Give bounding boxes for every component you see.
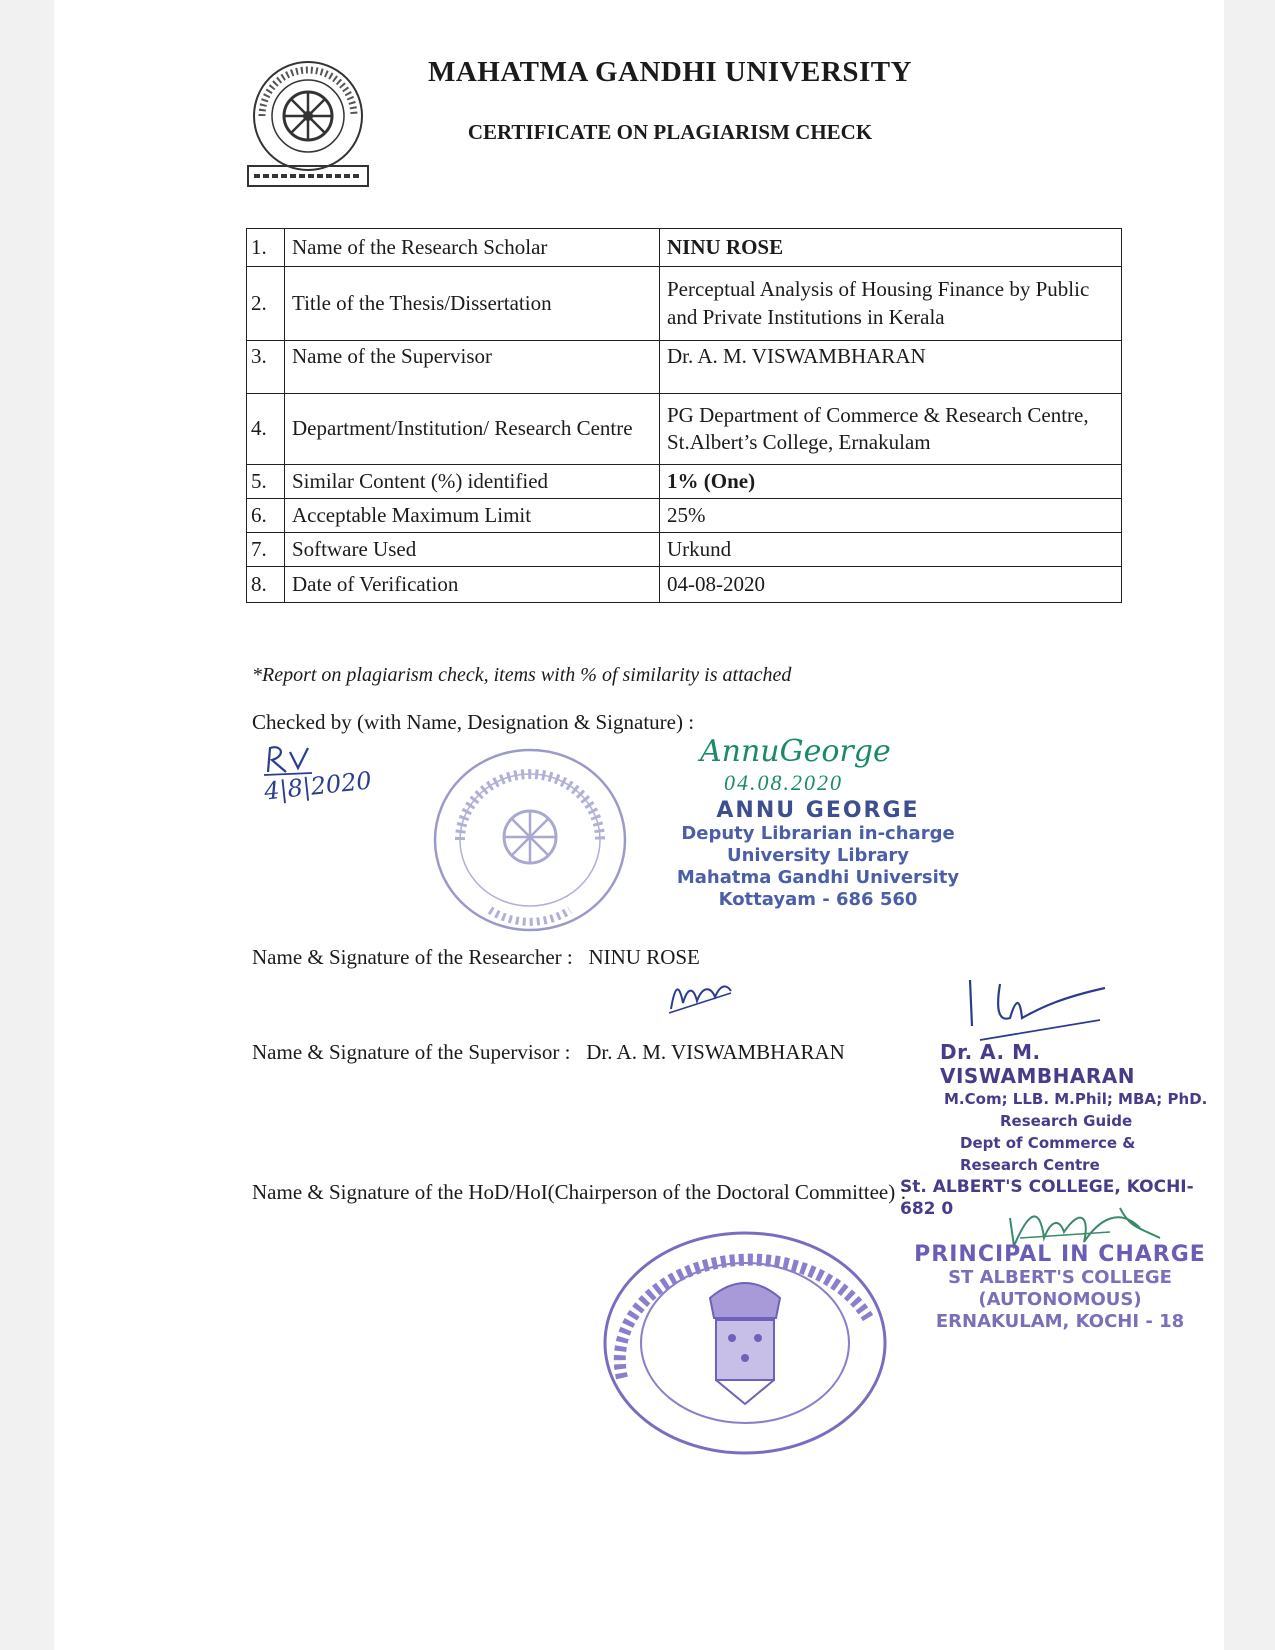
date-value: 04-08-2020 — [660, 567, 1122, 603]
librarian-stamp: ANNU GEORGE Deputy Librarian in-charge University Library Mahatma Gandhi University Kottayam - 686 560 — [668, 798, 968, 911]
hod-line: Name & Signature of the HoD/HoI(Chairperson of the Doctoral Committee) : — [252, 1180, 907, 1204]
certificate-title: CERTIFICATE ON PLAGIARISM CHECK — [467, 120, 873, 144]
librarian-name: ANNU GEORGE — [716, 798, 920, 823]
university-logo-icon — [244, 58, 372, 194]
limit-value: 25% — [660, 499, 1122, 533]
software-value: Urkund — [660, 533, 1122, 567]
scholar-name: NINU ROSE — [660, 229, 1122, 267]
report-note: *Report on plagiarism check, items with % of similarity is attached — [252, 664, 792, 686]
researcher-signature-icon — [665, 975, 735, 1015]
principal-stamp: PRINCIPAL IN CHARGE ST ALBERT'S COLLEGE (AUTONOMOUS) ERNAKULAM, KOCHI - 18 — [910, 1242, 1210, 1333]
plagiarism-details-table — [246, 228, 1122, 603]
principal-title: PRINCIPAL IN CHARGE — [914, 1242, 1206, 1267]
university-name: MAHATMA GANDHI UNIVERSITY — [427, 56, 913, 88]
table-row: 1. Name of the Research Scholar NINU ROSE — [247, 229, 1122, 267]
librarian-sign-date: 04.08.2020 — [724, 770, 843, 795]
table-row: 4. Department/Institution/ Research Centre PG Department of Commerce & Research Centre, St.Albert’s College, Ernakulam — [247, 394, 1122, 465]
researcher-line: Name & Signature of the Researcher : NINU ROSE — [252, 945, 700, 969]
researcher-name: NINU ROSE — [588, 945, 700, 969]
university-library-seal-icon — [430, 745, 630, 935]
table-row: 8. Date of Verification 04-08-2020 — [247, 567, 1122, 603]
department-value: PG Department of Commerce & Research Centre, St.Albert’s College, Ernakulam — [660, 394, 1122, 465]
college-seal-icon — [600, 1228, 890, 1458]
supervisor-stamp: Dr. A. M. VISWAMBHARAN M.Com; LLB. M.Phil; MBA; PhD. Research Guide Dept of Commerce & Research Centre St. ALBERT'S COLLEGE, KOCHI-682 0 — [900, 1040, 1208, 1219]
table-row: 7. Software Used Urkund — [247, 533, 1122, 567]
checked-by-label: Checked by (with Name, Designation & Signature) : — [252, 710, 695, 734]
supervisor-signature-icon — [950, 978, 1110, 1048]
thesis-title: Perceptual Analysis of Housing Finance by Public and Private Institutions in Kerala — [660, 267, 1122, 341]
supervisor-line: Name & Signature of the Supervisor : Dr. A. M. VISWAMBHARAN — [252, 1040, 845, 1064]
table-row: 2. Title of the Thesis/Dissertation Perceptual Analysis of Housing Finance by Public and Private Institutions in Kerala — [247, 267, 1122, 341]
handwritten-date: 4|8|2020 — [262, 766, 373, 806]
table-row: 5. Similar Content (%) identified 1% (One) — [247, 465, 1122, 499]
table-row: 6. Acceptable Maximum Limit 25% — [247, 499, 1122, 533]
table-row: 3. Name of the Supervisor Dr. A. M. VISWAMBHARAN — [247, 341, 1122, 394]
annu-george-signature: AnnuGeorge — [700, 734, 891, 769]
similarity-value: 1% (One) — [660, 465, 1122, 499]
supervisor-name: Dr. A. M. VISWAMBHARAN — [586, 1040, 845, 1064]
librarian-designation: Deputy Librarian in-charge — [681, 823, 955, 844]
supervisor-value: Dr. A. M. VISWAMBHARAN — [660, 341, 1122, 394]
